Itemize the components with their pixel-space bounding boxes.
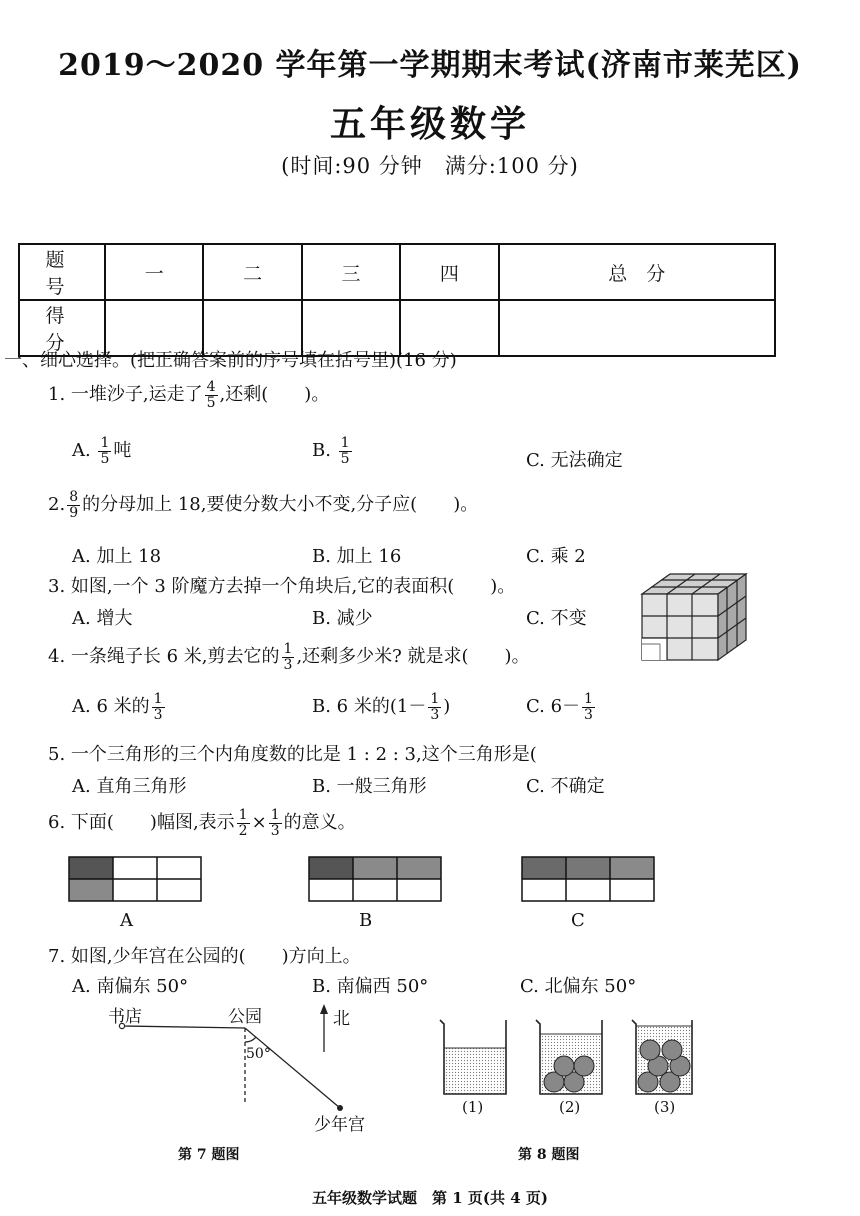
- fraction: $\frac{1}{3}$: [430, 691, 440, 723]
- beaker-label-3: (3): [654, 1098, 676, 1116]
- score-table: [18, 243, 776, 357]
- beaker-2: [536, 1020, 602, 1094]
- q7-option-b[interactable]: B. 南偏西 50°: [312, 976, 429, 997]
- rubik-cube-figure: [636, 572, 758, 662]
- q5-option-c[interactable]: C. 不确定: [526, 776, 605, 797]
- q2-option-b[interactable]: B. 加上 16: [312, 546, 402, 567]
- subject-title: 五年级数学: [329, 103, 530, 145]
- question-1: [48, 380, 329, 410]
- fraction: $\frac{1}{3}$: [270, 807, 280, 839]
- exam-title: 2019～2020 学年第一学期期末考试(济南市莱芜区): [58, 48, 802, 83]
- fraction: $\frac{1}{3}$: [283, 641, 293, 673]
- q4-option-b[interactable]: B. 6 米的(1－ $\frac{1}{3}$ ): [312, 691, 451, 723]
- north-arrow-icon: [320, 1004, 328, 1014]
- q7-option-c[interactable]: C. 北偏东 50°: [520, 976, 637, 997]
- score-header-cell: 二: [203, 244, 301, 300]
- fraction: $\frac{8}{9}$: [69, 489, 79, 521]
- beaker-1: [440, 1020, 506, 1094]
- q5-option-b[interactable]: B. 一般三角形: [312, 776, 427, 797]
- score-header-cell: 三: [302, 244, 400, 300]
- score-row-label: 得 分: [19, 300, 105, 356]
- q3-option-a[interactable]: A. 增大: [72, 608, 133, 629]
- q6-label-c: C: [571, 910, 585, 931]
- page-footer: 五年级数学试题 第 1 页(共 4 页): [312, 1189, 548, 1207]
- score-table-header-row: [19, 244, 775, 300]
- q7-figure-caption: 第 7 题图: [178, 1147, 240, 1163]
- score-header-cell: 题 号: [19, 244, 105, 300]
- question-2: 2. $\frac{8}{9}$ 的分母加上 18,要使分数大小不变,分子应( )。: [48, 489, 479, 521]
- q1-option-b[interactable]: B. $\frac{1}{5}$: [312, 435, 350, 467]
- q4-option-c[interactable]: C. 6－ $\frac{1}{3}$: [526, 691, 593, 723]
- question-3: 3. 如图,一个 3 阶魔方去掉一个角块后,它的表面积( )。: [48, 576, 516, 597]
- q6-grid-c[interactable]: [521, 856, 655, 904]
- q2-option-c[interactable]: C. 乘 2: [526, 546, 586, 567]
- q1-text: 1. 一堆沙子,运走了: [48, 384, 203, 406]
- map-label-north: 北: [333, 1009, 350, 1029]
- score-input-cell[interactable]: [499, 300, 775, 356]
- map-label-park: 公园: [228, 1007, 262, 1027]
- exam-meta: (时间:90 分钟 满分:100 分): [281, 154, 579, 178]
- fraction: $\frac{1}{5}$: [340, 435, 350, 467]
- q8-beakers-figure: [436, 1014, 696, 1100]
- q1-option-c[interactable]: C. 无法确定: [526, 450, 623, 471]
- fraction: $\frac{1}{3}$: [584, 691, 593, 723]
- q8-figure-caption: 第 8 题图: [518, 1147, 580, 1163]
- q2-option-a[interactable]: A. 加上 18: [72, 546, 162, 567]
- fraction: $\frac{1}{2}$: [238, 807, 248, 839]
- q3-option-c[interactable]: C. 不变: [526, 608, 587, 629]
- beaker-label-1: (1): [462, 1098, 484, 1116]
- fraction: $\frac{1}{5}$: [100, 435, 110, 467]
- score-header-cell: 四: [400, 244, 498, 300]
- q6-label-a: A: [120, 910, 133, 931]
- beaker-3: [632, 1020, 692, 1094]
- question-7: 7. 如图,少年宫在公园的( )方向上。: [48, 946, 361, 967]
- fraction: $\frac{1}{3}$: [153, 691, 163, 723]
- question-4: 4. 一条绳子长 6 米,剪去它的 $\frac{1}{3}$ ,还剩多少米? 就是求( )。: [48, 641, 530, 673]
- q5-option-a[interactable]: A. 直角三角形: [72, 776, 187, 797]
- question-5: 5. 一个三角形的三个内角度数的比是 1 : 2 : 3,这个三角形是(: [48, 744, 537, 765]
- beaker-label-2: (2): [559, 1098, 581, 1116]
- map-label-youth-palace: 少年宫: [314, 1115, 365, 1135]
- q6-label-b: B: [359, 910, 373, 931]
- q6-grid-a[interactable]: [68, 856, 202, 904]
- q3-option-b[interactable]: B. 减少: [312, 608, 373, 629]
- question-6: 6. 下面( )幅图,表示 $\frac{1}{2}$ × $\frac{1}{3}$ 的意义。: [48, 807, 356, 839]
- q6-grid-b[interactable]: [308, 856, 442, 904]
- q1-text-end: ,还剩( )。: [219, 384, 330, 406]
- q4-option-a[interactable]: A. 6 米的 $\frac{1}{3}$: [72, 691, 163, 723]
- map-label-angle: 50°: [246, 1046, 271, 1062]
- map-label-bookstore: 书店: [108, 1007, 142, 1027]
- q1-option-a[interactable]: A. $\frac{1}{5}$ 吨: [72, 435, 132, 467]
- q7-option-a[interactable]: A. 南偏东 50°: [72, 976, 189, 997]
- section-heading: 一、细心选择。(把正确答案前的序号填在括号里)(16 分): [4, 350, 457, 371]
- fraction: $\frac{4}{5}$: [206, 379, 216, 411]
- score-header-cell: 一: [105, 244, 203, 300]
- score-header-cell: 总 分: [499, 244, 775, 300]
